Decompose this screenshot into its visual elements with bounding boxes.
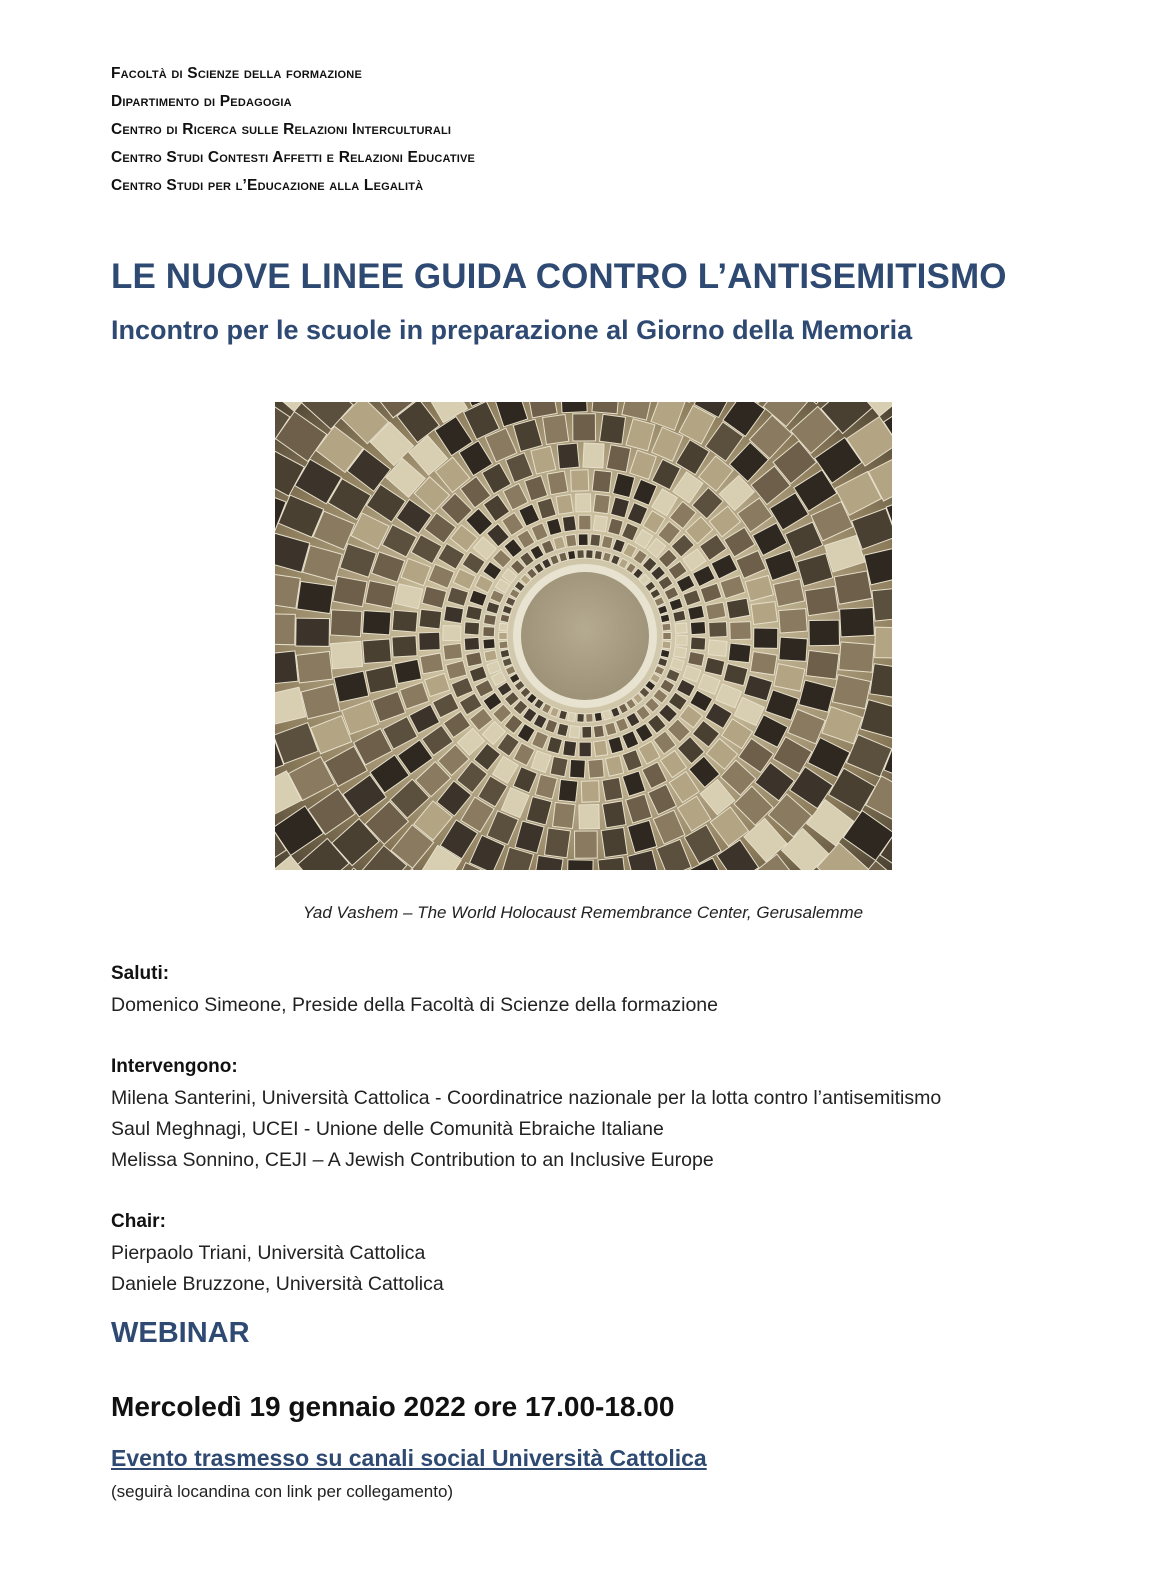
portrait-tile xyxy=(582,726,592,738)
portrait-tile xyxy=(558,779,578,802)
portrait-tile xyxy=(872,587,892,621)
portrait-tile xyxy=(483,627,495,637)
portrait-tile xyxy=(688,605,705,620)
portrait-tile xyxy=(561,402,588,413)
portrait-tile xyxy=(602,777,623,801)
portrait-tile xyxy=(296,618,330,646)
dome-photo-illustration xyxy=(275,402,892,870)
portrait-tile xyxy=(362,611,391,635)
portrait-tile xyxy=(331,641,363,669)
portrait-tile xyxy=(550,756,568,776)
portrait-tile xyxy=(499,641,508,649)
portrait-tile xyxy=(662,623,671,631)
portrait-tile xyxy=(774,664,805,692)
portrait-tile xyxy=(779,637,808,661)
portrait-tile xyxy=(809,620,840,646)
research-center-intercultural: Centro di Ricerca sulle Relazioni Interculturali xyxy=(111,121,452,138)
portrait-tile xyxy=(573,414,596,441)
photo-caption: Yad Vashem – The World Holocaust Remembrance Center, Gerusalemme xyxy=(302,903,864,922)
portrait-tile xyxy=(605,756,623,777)
portrait-tile xyxy=(601,827,627,857)
portrait-tile xyxy=(576,494,591,512)
portrait-tile xyxy=(275,573,300,608)
portrait-tile xyxy=(559,710,568,720)
portrait-tile xyxy=(688,651,705,666)
portrait-tile xyxy=(726,598,750,619)
portrait-tile xyxy=(333,576,367,606)
portrait-tile xyxy=(443,643,462,660)
portrait-tile xyxy=(466,652,483,667)
portrait-tile xyxy=(660,614,670,623)
portrait-tile xyxy=(547,471,568,495)
chair-triani: Pierpaolo Triani, Università Cattolica xyxy=(111,1242,426,1264)
portrait-tile xyxy=(464,637,479,650)
portrait-tile xyxy=(593,494,610,514)
portrait-tile xyxy=(602,710,611,720)
portrait-tile xyxy=(730,622,751,640)
portrait-tile xyxy=(660,649,670,658)
event-broadcast-link[interactable]: Evento trasmesso su canali social Università Cattolica xyxy=(111,1445,707,1471)
event-format: WEBINAR xyxy=(111,1317,250,1349)
portrait-tile xyxy=(275,651,298,685)
portrait-tile xyxy=(444,606,464,623)
portrait-tile xyxy=(297,581,334,613)
portrait-tile xyxy=(577,550,584,559)
portrait-tile xyxy=(365,665,396,693)
portrait-tile xyxy=(583,443,604,468)
event-date: Mercoledì 19 gennaio 2022 ore 17.00-18.00 xyxy=(111,1391,675,1422)
portrait-tile xyxy=(483,639,495,650)
portrait-tile xyxy=(562,516,576,532)
portrait-tile xyxy=(443,626,461,641)
portrait-tile xyxy=(834,571,872,604)
portrait-tile xyxy=(579,804,600,828)
portrait-tile xyxy=(607,445,631,472)
portrait-tile xyxy=(579,742,591,757)
portrait-tile xyxy=(779,609,808,634)
portrait-tile xyxy=(466,606,483,621)
portrait-tile xyxy=(602,552,611,562)
portrait-tile xyxy=(588,759,604,778)
portrait-tile xyxy=(500,649,510,658)
portrait-tile xyxy=(600,414,626,444)
portrait-tile xyxy=(601,536,613,549)
portrait-tile xyxy=(594,550,602,559)
portrait-tile xyxy=(594,712,602,721)
portrait-tile xyxy=(751,602,777,625)
page-title: LE NUOVE LINEE GUIDA CONTRO L’ANTISEMITISMO xyxy=(111,257,1007,296)
portrait-tile xyxy=(675,635,687,645)
portrait-tile xyxy=(567,860,593,870)
portrait-tile xyxy=(296,651,332,682)
portrait-tile xyxy=(709,622,728,638)
portrait-tile xyxy=(499,623,508,631)
portrait-tile xyxy=(593,516,607,532)
department-name: Dipartimento di Pedagogia xyxy=(111,93,292,110)
portrait-tile xyxy=(570,760,586,779)
portrait-tile xyxy=(557,723,569,736)
portrait-tile xyxy=(806,650,839,679)
portrait-tile xyxy=(754,628,778,648)
portrait-tile xyxy=(419,632,440,650)
portrait-tile xyxy=(392,636,417,657)
portrait-tile xyxy=(363,639,392,664)
portrait-tile xyxy=(586,714,593,723)
portrait-tile xyxy=(500,614,510,623)
portrait-tile xyxy=(365,581,396,609)
speaker-meghnagi: Saul Meghnagi, UCEI - Unione delle Comunità Ebraiche Italiane xyxy=(111,1118,664,1140)
portrait-tile xyxy=(579,515,591,530)
study-center-educational-relations: Centro Studi Contesti Affetti e Relazioni Educative xyxy=(111,149,476,166)
portrait-tile xyxy=(499,633,507,640)
portrait-tile xyxy=(581,781,599,802)
portrait-tile xyxy=(275,614,295,645)
portrait-tile xyxy=(870,664,892,699)
portrait-tile xyxy=(419,609,442,629)
portrait-tile xyxy=(557,443,579,469)
portrait-tile xyxy=(483,614,496,625)
speakers-label: Intervengono: xyxy=(111,1056,238,1077)
portrait-tile xyxy=(484,650,497,662)
portrait-tile xyxy=(675,623,687,634)
portrait-tile xyxy=(568,712,576,721)
portrait-tile xyxy=(593,725,604,738)
hall-of-names-photo xyxy=(275,402,892,870)
portrait-tile xyxy=(839,642,874,672)
portrait-tile xyxy=(592,470,612,493)
portrait-tile xyxy=(706,602,726,620)
portrait-tile xyxy=(543,414,569,444)
portrait-tile xyxy=(553,802,576,828)
portrait-tile xyxy=(571,470,589,491)
portrait-tile xyxy=(566,534,577,547)
portrait-tile xyxy=(662,641,671,649)
greetings-speaker: Domenico Simeone, Preside della Facoltà di Scienze della formazione xyxy=(111,994,718,1016)
portrait-tile xyxy=(750,652,777,675)
portrait-tile xyxy=(674,647,687,658)
portrait-tile xyxy=(394,659,421,683)
portrait-tile xyxy=(590,534,601,546)
chair-bruzzone: Daniele Bruzzone, Università Cattolica xyxy=(111,1273,444,1295)
portrait-tile xyxy=(690,622,705,635)
dome-opening xyxy=(521,572,649,700)
portrait-tile xyxy=(577,714,584,723)
study-center-legality: Centro Studi per l’Educazione alla Legalità xyxy=(111,177,424,194)
faculty-name: Facoltà di Scienze della formazione xyxy=(111,65,362,82)
portrait-tile xyxy=(545,828,571,858)
portrait-tile xyxy=(875,627,892,658)
portrait-tile xyxy=(586,550,593,559)
portrait-tile xyxy=(673,610,686,622)
portrait-tile xyxy=(559,552,568,562)
portrait-tile xyxy=(578,534,588,546)
portrait-tile xyxy=(663,633,671,640)
portrait-tile xyxy=(602,801,626,828)
portrait-tile xyxy=(556,494,573,514)
portrait-tile xyxy=(805,586,839,615)
portrait-tile xyxy=(392,610,418,632)
portrait-tile xyxy=(420,653,444,674)
portrait-tile xyxy=(569,726,580,738)
portrait-tile xyxy=(575,831,598,858)
portrait-tile xyxy=(840,607,875,636)
chair-label: Chair: xyxy=(111,1211,166,1232)
portrait-tile xyxy=(464,622,479,635)
portrait-tile xyxy=(594,740,608,756)
portrait-tile xyxy=(563,740,577,756)
portrait-tile xyxy=(330,610,362,637)
portrait-tile xyxy=(598,857,626,870)
institution-header xyxy=(111,60,811,200)
portrait-tile xyxy=(728,643,751,663)
portrait-tile xyxy=(690,637,705,650)
portrait-tile xyxy=(592,402,620,414)
portrait-tile xyxy=(708,640,727,656)
portrait-tile xyxy=(773,579,804,607)
greetings-label: Saluti: xyxy=(111,963,170,984)
page-subtitle: Incontro per le scuole in preparazione al Giorno della Memoria xyxy=(111,315,913,345)
event-note: (seguirà locandina con link per collegamento) xyxy=(111,1482,454,1501)
speaker-sonnino: Melissa Sonnino, CEJI – A Jewish Contribution to an Inclusive Europe xyxy=(111,1149,714,1171)
speaker-santerini: Milena Santerini, Università Cattolica - Coordinatrice nazionale per la lotta contro l’antisemitismo xyxy=(111,1087,942,1109)
portrait-tile xyxy=(568,550,576,559)
